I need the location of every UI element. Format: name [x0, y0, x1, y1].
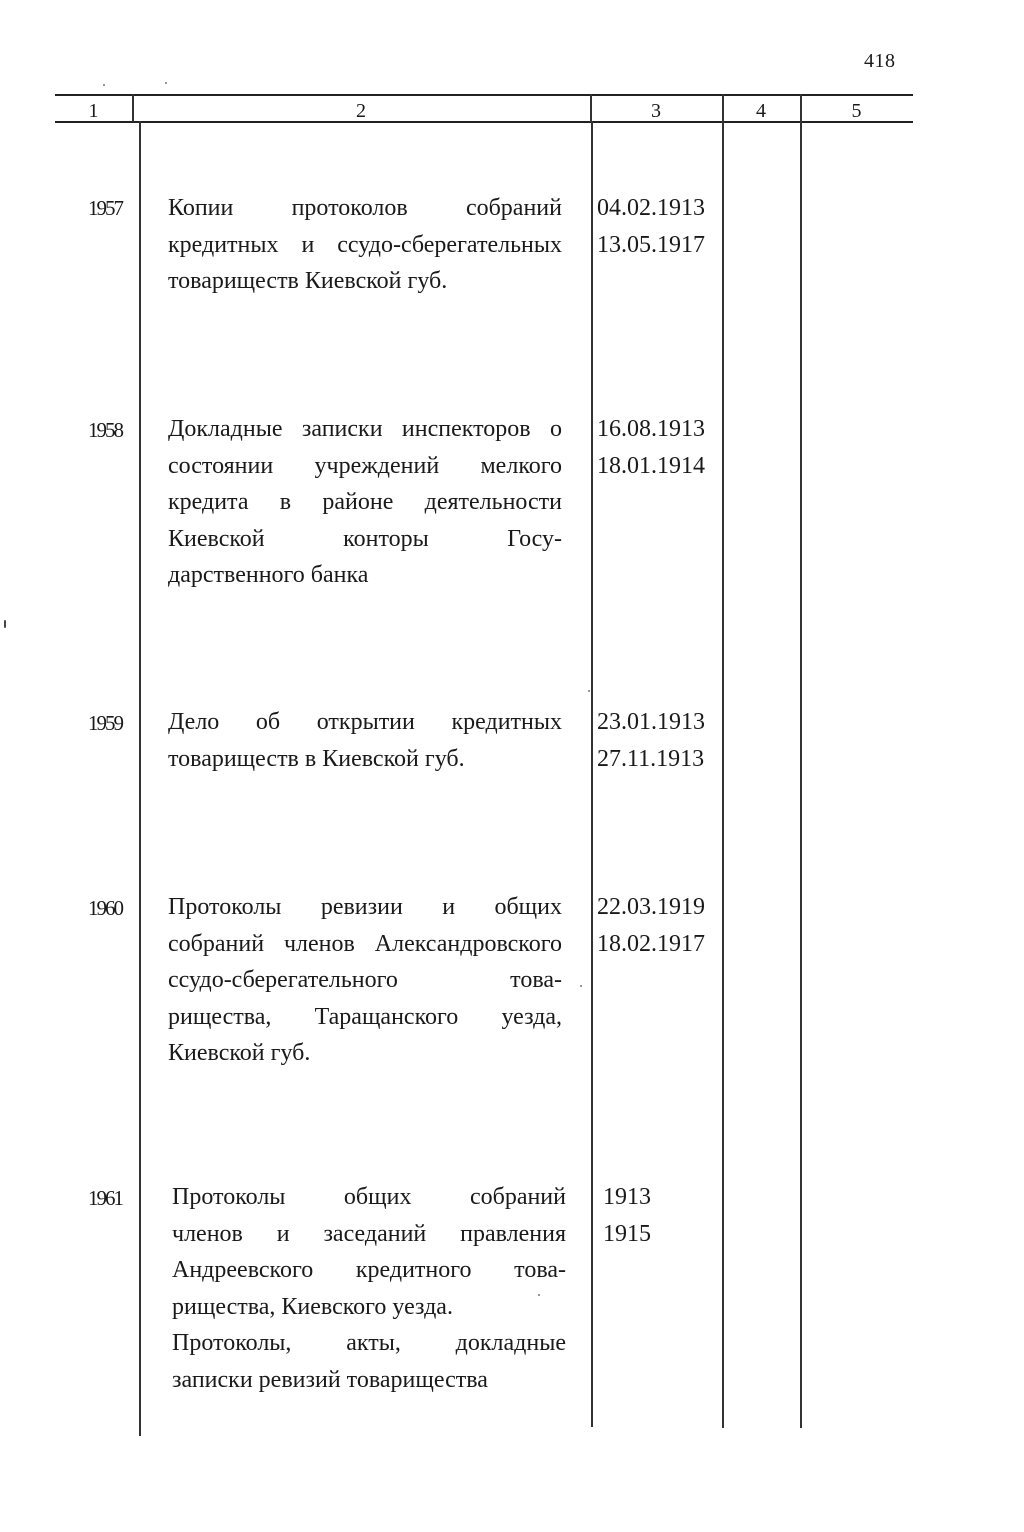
scan-speck — [588, 690, 590, 692]
description-line: товариществ Киевской губ. — [168, 268, 448, 294]
scan-speck — [4, 620, 6, 628]
description-line: состоянии учреждений мелкого — [168, 452, 562, 479]
entry-dates — [597, 190, 722, 263]
entry-description — [168, 190, 562, 300]
entry-number: 1959 — [88, 711, 122, 735]
date-end: 18.02.1917 — [597, 930, 705, 957]
description-line: собраний членов Александровского — [168, 930, 562, 957]
entry-description — [168, 704, 562, 777]
scan-speck — [165, 82, 167, 84]
description-line: Киевской губ. — [168, 1040, 311, 1066]
description-line: ссудо-сберегательного това- — [168, 967, 562, 993]
date-end: 13.05.1917 — [597, 231, 705, 258]
entry-dates — [597, 411, 722, 484]
date-start: 22.03.1919 — [597, 894, 705, 920]
description-line: Докладные записки инспекторов о — [168, 416, 562, 442]
description-line: Дело об открытии кредитных — [168, 709, 562, 735]
scan-speck — [103, 84, 105, 86]
table-top-rule — [55, 94, 913, 96]
column-divider-2-3-body — [591, 121, 593, 1427]
description-line: дарственного банка — [168, 562, 369, 588]
column-header-4: 4 — [756, 100, 766, 122]
description-line: рищества, Киевского уезда. — [172, 1293, 453, 1320]
description-line: товариществ в Киевской губ. — [168, 745, 465, 772]
date-start: 16.08.1913 — [597, 416, 705, 442]
description-line: Протоколы общих собраний — [172, 1184, 566, 1210]
date-end: 27.11.1913 — [597, 745, 705, 772]
description-line: рищества, Таращанского уезда, — [168, 1003, 562, 1030]
entry-number: 1960 — [88, 896, 122, 920]
description-line: Киевской конторы Госу- — [168, 525, 562, 552]
entry-dates — [597, 704, 722, 777]
page-number: 418 — [864, 50, 896, 72]
date-end: 1915 — [603, 1220, 651, 1247]
column-divider-1-2-body — [139, 121, 141, 1436]
date-start: 04.02.1913 — [597, 195, 705, 221]
column-header-5: 5 — [851, 100, 862, 122]
entry-description — [172, 1179, 566, 1398]
date-end: 18.01.1914 — [597, 452, 705, 479]
entry-dates — [597, 889, 722, 962]
column-divider-4-5 — [800, 94, 802, 1428]
entry-number: 1957 — [88, 196, 122, 220]
column-header-1: 1 — [88, 100, 99, 122]
description-line: Протоколы ревизии и общих — [168, 894, 562, 920]
date-start: 1913 — [603, 1184, 651, 1210]
description-line: Андреевского кредитного това- — [172, 1257, 566, 1283]
scan-speck — [538, 1294, 540, 1296]
date-start: 23.01.1913 — [597, 709, 705, 735]
description-line: членов и заседаний правления — [172, 1220, 566, 1247]
entry-number: 1958 — [88, 418, 122, 442]
description-line: кредита в районе деятельности — [168, 489, 562, 515]
column-header-3: 3 — [651, 100, 661, 122]
scan-speck — [580, 985, 582, 987]
entry-number: 1961 — [88, 1186, 122, 1210]
entry-description — [168, 889, 562, 1072]
description-line: записки ревизий товарищества — [172, 1366, 488, 1393]
column-header-2: 2 — [356, 100, 366, 122]
description-line: кредитных и ссудо-сберегательных — [168, 231, 562, 258]
entry-dates — [603, 1179, 728, 1252]
description-line: Копии протоколов собраний — [168, 195, 562, 221]
entry-description — [168, 411, 562, 594]
description-line: Протоколы, акты, докладные — [172, 1330, 566, 1356]
